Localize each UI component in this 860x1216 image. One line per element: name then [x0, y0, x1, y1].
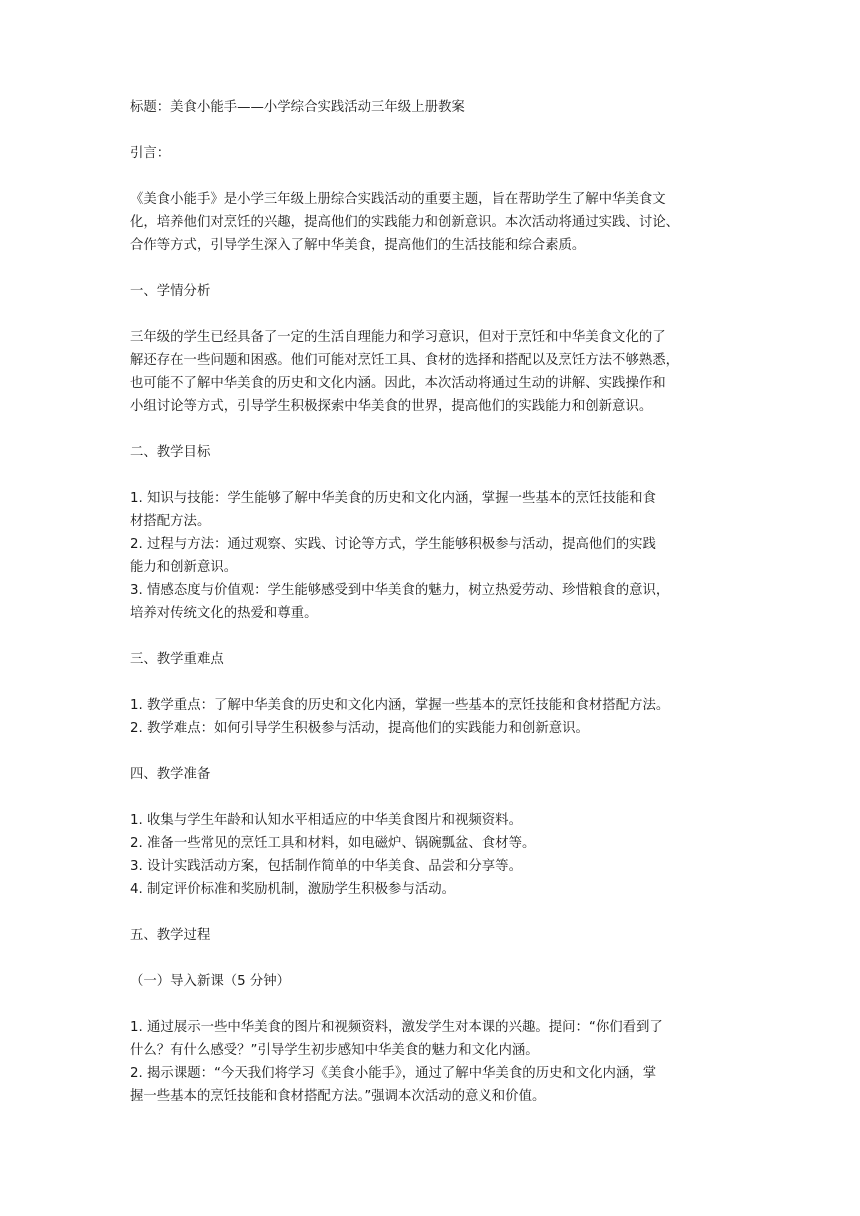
section-heading: 二、教学目标	[130, 445, 211, 460]
document-body	[130, 96, 735, 1108]
section-heading: 一、学情分析	[130, 284, 211, 299]
subsection-heading: （一）导入新课（5 分钟）	[130, 974, 291, 989]
section-paragraph	[130, 326, 735, 418]
section-list	[130, 487, 735, 625]
text-line: 解还存在一些问题和困惑。他们可能对烹饪工具、食材的选择和搭配以及烹饪方法不够熟悉，	[130, 353, 680, 368]
section-list	[130, 1016, 735, 1108]
document-title: 标题：美食小能手——小学综合实践活动三年级上册教案	[130, 100, 465, 115]
list-item: 什么？有什么感受？”引导学生初步感知中华美食的魅力和文化内涵。	[130, 1043, 539, 1058]
text-line: 三年级的学生已经具备了一定的生活自理能力和学习意识，但对于烹饪和中华美食文化的了	[130, 330, 666, 345]
text-line: 化，培养他们对烹饪的兴趣，提高他们的实践能力和创新意识。本次活动将通过实践、讨论、	[130, 215, 680, 230]
list-item: 1. 收集与学生年龄和认知水平相适应的中华美食图片和视频资料。	[130, 813, 522, 828]
list-item: 1. 通过展示一些中华美食的图片和视频资料，激发学生对本课的兴趣。提问：“你们看到了	[130, 1020, 663, 1035]
list-item: 1. 教学重点：了解中华美食的历史和文化内涵，掌握一些基本的烹饪技能和食材搭配方法。	[130, 698, 670, 713]
list-item: 2. 揭示课题：“今天我们将学习《美食小能手》，通过了解中华美食的历史和文化内涵，掌	[130, 1066, 657, 1081]
section-heading: 三、教学重难点	[130, 652, 224, 667]
list-item: 材搭配方法。	[130, 514, 211, 529]
section-heading: 四、教学准备	[130, 767, 211, 782]
list-item: 2. 准备一些常见的烹饪工具和材料，如电磁炉、锅碗瓢盆、食材等。	[130, 836, 536, 851]
section-list	[130, 809, 735, 901]
list-item: 3. 情感态度与价值观：学生能够感受到中华美食的魅力，树立热爱劳动、珍惜粮食的意识，	[130, 583, 670, 598]
list-item: 3. 设计实践活动方案，包括制作简单的中华美食、品尝和分享等。	[130, 859, 522, 874]
section-heading: 五、教学过程	[130, 928, 211, 943]
list-item: 握一些基本的烹饪技能和食材搭配方法。”强调本次活动的意义和价值。	[130, 1089, 546, 1104]
intro-paragraph	[130, 188, 735, 257]
text-line: 小组讨论等方式，引导学生积极探索中华美食的世界，提高他们的实践能力和创新意识。	[130, 399, 653, 414]
section-list	[130, 694, 735, 740]
text-line: 《美食小能手》是小学三年级上册综合实践活动的重要主题，旨在帮助学生了解中华美食文	[130, 192, 666, 207]
list-item: 1. 知识与技能：学生能够了解中华美食的历史和文化内涵，掌握一些基本的烹饪技能和食	[130, 491, 656, 506]
list-item: 能力和创新意识。	[130, 560, 238, 575]
list-item: 2. 教学难点：如何引导学生积极参与活动，提高他们的实践能力和创新意识。	[130, 721, 589, 736]
list-item: 培养对传统文化的热爱和尊重。	[130, 606, 318, 621]
text-line: 也可能不了解中华美食的历史和文化内涵。因此，本次活动将通过生动的讲解、实践操作和	[130, 376, 666, 391]
intro-heading: 引言：	[130, 146, 171, 161]
list-item: 4. 制定评价标准和奖励机制，激励学生积极参与活动。	[130, 882, 456, 897]
text-line: 合作等方式，引导学生深入了解中华美食，提高他们的生活技能和综合素质。	[130, 238, 586, 253]
list-item: 2. 过程与方法：通过观察、实践、讨论等方式，学生能够积极参与活动，提高他们的实践	[130, 537, 656, 552]
